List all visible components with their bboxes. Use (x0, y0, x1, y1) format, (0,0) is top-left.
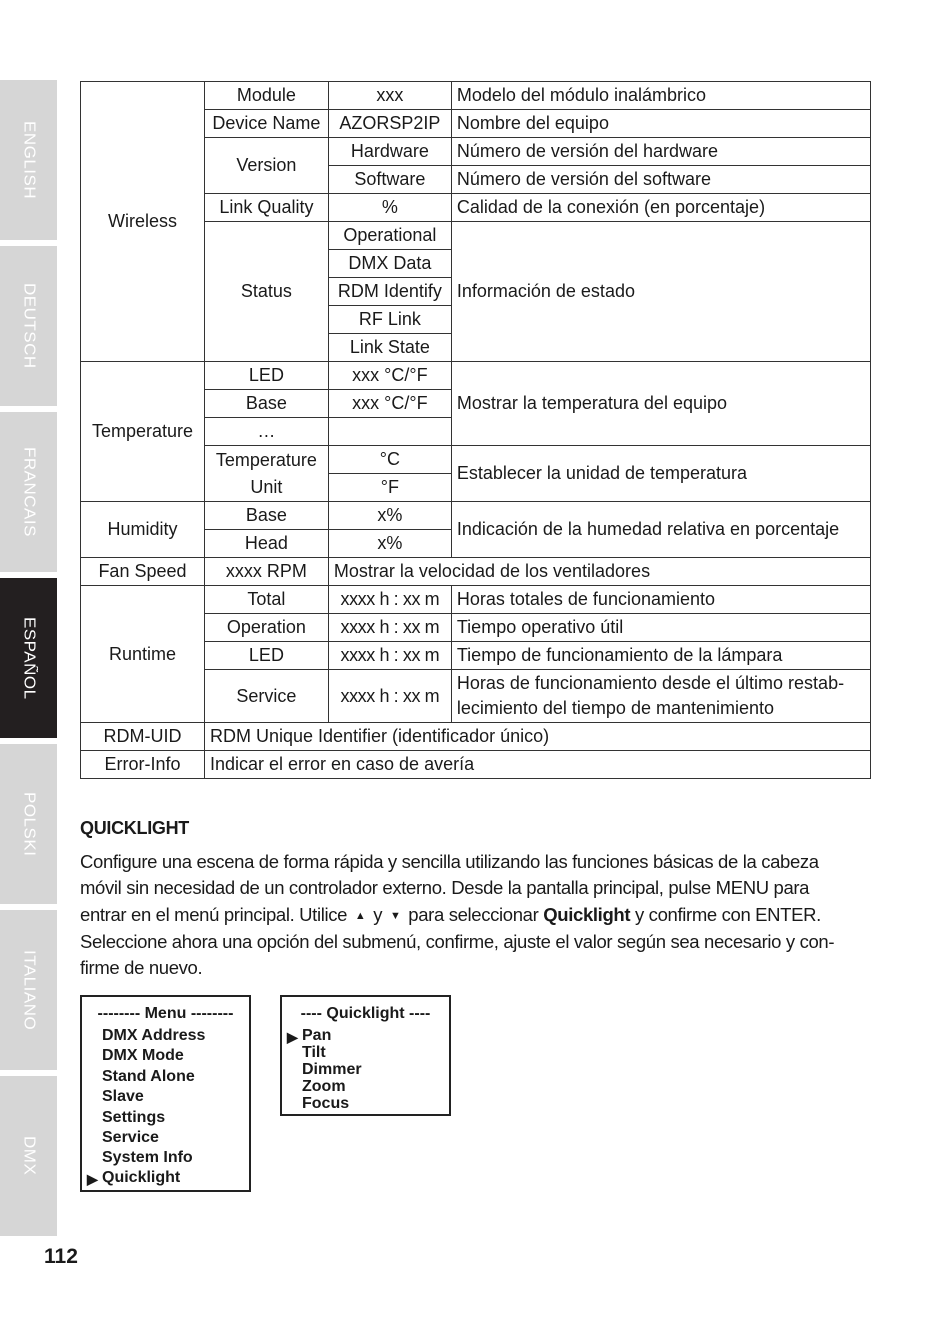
tab-label: DMX (20, 1136, 38, 1176)
arrow-up-icon: ▲ (354, 909, 366, 922)
menu-item: System Info (102, 1149, 193, 1166)
row-name (204, 446, 328, 502)
text-span: para seleccionar (408, 903, 539, 925)
row-desc: Nombre del equipo (451, 110, 870, 138)
tab-francais[interactable] (0, 412, 57, 572)
row-name: Version (204, 138, 328, 194)
menu-item-selected: Quicklight (102, 1169, 181, 1186)
row-value: °F (328, 474, 451, 502)
group-fan-speed: Fan Speed (81, 558, 205, 586)
quicklight-display (280, 995, 451, 1116)
row-name: Status (204, 222, 328, 362)
tab-english[interactable] (0, 80, 57, 240)
row-name: Total (204, 586, 328, 614)
menu-item: DMX Address (102, 1027, 206, 1044)
menu-item: Settings (102, 1109, 166, 1126)
row-value: RDM Identify (328, 278, 451, 306)
group-rdm-uid: RDM-UID (81, 723, 205, 751)
row-value (328, 418, 451, 446)
tab-polski[interactable] (0, 744, 57, 904)
tab-dmx[interactable] (0, 1076, 57, 1236)
row-name: Head (204, 530, 328, 558)
quicklight-item: Focus (302, 1095, 350, 1112)
table-row (81, 82, 871, 110)
quicklight-item: Tilt (302, 1044, 326, 1061)
row-desc: Horas totales de funcionamiento (451, 586, 870, 614)
unit-name-line2: Unit (250, 476, 283, 497)
quicklight-item: Zoom (302, 1078, 346, 1095)
selection-arrow-icon: ▶ (287, 1029, 298, 1045)
table-row (81, 586, 871, 614)
row-desc (451, 670, 870, 723)
group-error-info: Error-Info (81, 751, 205, 779)
row-desc: Mostrar la temperatura del equipo (451, 362, 870, 446)
menu-display (80, 995, 251, 1192)
row-value: % (328, 194, 451, 222)
tab-italiano[interactable] (0, 910, 57, 1070)
menu-item: Slave (102, 1088, 144, 1105)
group-runtime: Runtime (81, 586, 205, 723)
row-name: LED (204, 642, 328, 670)
row-desc: Calidad de la conexión (en porcentaje) (451, 194, 870, 222)
table-row (81, 558, 871, 586)
page-number: 112 (44, 1245, 78, 1268)
row-name: Link Quality (204, 194, 328, 222)
row-desc: Número de versión del software (451, 166, 870, 194)
tab-label: ESPAÑOL (20, 616, 38, 700)
group-temperature: Temperature (81, 362, 205, 502)
bold-term: Quicklight (543, 903, 631, 925)
paragraph-line: Configure una escena de forma rápida y sencilla utilizando las funciones básicas de la cabeza (80, 851, 819, 872)
tab-label: DEUTSCH (20, 283, 38, 369)
row-value: xxx °C/°F (328, 362, 451, 390)
text-span: entrar en el menú principal. Utilice (80, 903, 348, 925)
tab-deutsch[interactable] (0, 246, 57, 406)
row-desc: Modelo del módulo inalámbrico (451, 82, 870, 110)
row-value: DMX Data (328, 250, 451, 278)
table-row (81, 751, 871, 779)
unit-name-line1: Temperature (215, 449, 317, 470)
arrow-down-icon: ▼ (389, 909, 401, 922)
menu-title: -------- Menu -------- (97, 1005, 234, 1022)
paragraph-line: Seleccione ahora una opción del submenú, confirme, ajuste el valor según sea necesario y con- (80, 930, 835, 952)
menu-item: Service (102, 1129, 159, 1146)
row-desc: Establecer la unidad de temperatura (451, 446, 870, 502)
menu-item: DMX Mode (102, 1047, 184, 1064)
paragraph-line (80, 902, 870, 929)
service-desc-line2: lecimiento del tiempo de mantenimiento (456, 698, 775, 718)
text-span: y confirme con ENTER. (634, 903, 821, 925)
row-name: Device Name (204, 110, 328, 138)
row-desc: Mostrar la velocidad de los ventiladores (328, 558, 870, 586)
row-desc: Número de versión del hardware (451, 138, 870, 166)
menu-item: Stand Alone (102, 1068, 195, 1085)
row-name: Module (204, 82, 328, 110)
info-table (80, 81, 871, 779)
paragraph-line: móvil sin necesidad de un controlador externo. Desde la pantalla principal, pulse MENU para (80, 877, 810, 899)
row-value: RF Link (328, 306, 451, 334)
quicklight-title: ---- Quicklight ---- (300, 1005, 431, 1022)
row-name: … (204, 418, 328, 446)
row-value: Hardware (328, 138, 451, 166)
section-paragraph (80, 849, 870, 981)
tab-label: POLSKI (20, 791, 38, 857)
row-name: Base (204, 502, 328, 530)
row-value: xxx (328, 82, 451, 110)
row-value: x% (328, 502, 451, 530)
section-heading: QUICKLIGHT (80, 818, 189, 838)
text-span: y (373, 903, 383, 925)
row-value: x% (328, 530, 451, 558)
tab-label: FRANCAIS (20, 447, 38, 537)
row-desc: Indicación de la humedad relativa en porcentaje (451, 502, 870, 558)
row-desc: Tiempo de funcionamiento de la lámpara (451, 642, 870, 670)
row-name: Service (204, 670, 328, 723)
row-value: °C (328, 446, 451, 474)
row-name: Operation (204, 614, 328, 642)
quicklight-item-selected: Pan (302, 1027, 332, 1044)
quicklight-item: Dimmer (302, 1061, 362, 1078)
paragraph-line: firme de nuevo. (80, 957, 203, 979)
table-row (81, 723, 871, 751)
row-name: LED (204, 362, 328, 390)
row-value: Operational (328, 222, 451, 250)
row-name: Base (204, 390, 328, 418)
row-value: Software (328, 166, 451, 194)
tab-label: ENGLISH (20, 120, 38, 200)
selection-arrow-icon: ▶ (87, 1171, 98, 1187)
row-desc: Información de estado (451, 222, 870, 362)
table-row (81, 362, 871, 390)
tab-espanol[interactable] (0, 578, 57, 738)
row-value: xxxx h : xx m (328, 670, 451, 723)
row-value: AZORSP2IP (328, 110, 451, 138)
row-value: Link State (328, 334, 451, 362)
group-wireless: Wireless (81, 82, 205, 362)
row-value: xxxx h : xx m (328, 586, 451, 614)
row-value: xxxx h : xx m (328, 642, 451, 670)
row-value: xxx °C/°F (328, 390, 451, 418)
row-desc: Tiempo operativo útil (451, 614, 870, 642)
row-desc: RDM Unique Identifier (identificador único) (204, 723, 870, 751)
row-desc: Indicar el error en caso de avería (204, 751, 870, 779)
service-desc-line1: Horas de funcionamiento desde el último restab- (456, 673, 845, 693)
table-row (81, 502, 871, 530)
group-humidity: Humidity (81, 502, 205, 558)
tab-label: ITALIANO (20, 949, 38, 1031)
row-value: xxxx RPM (204, 558, 328, 586)
row-value: xxxx h : xx m (328, 614, 451, 642)
